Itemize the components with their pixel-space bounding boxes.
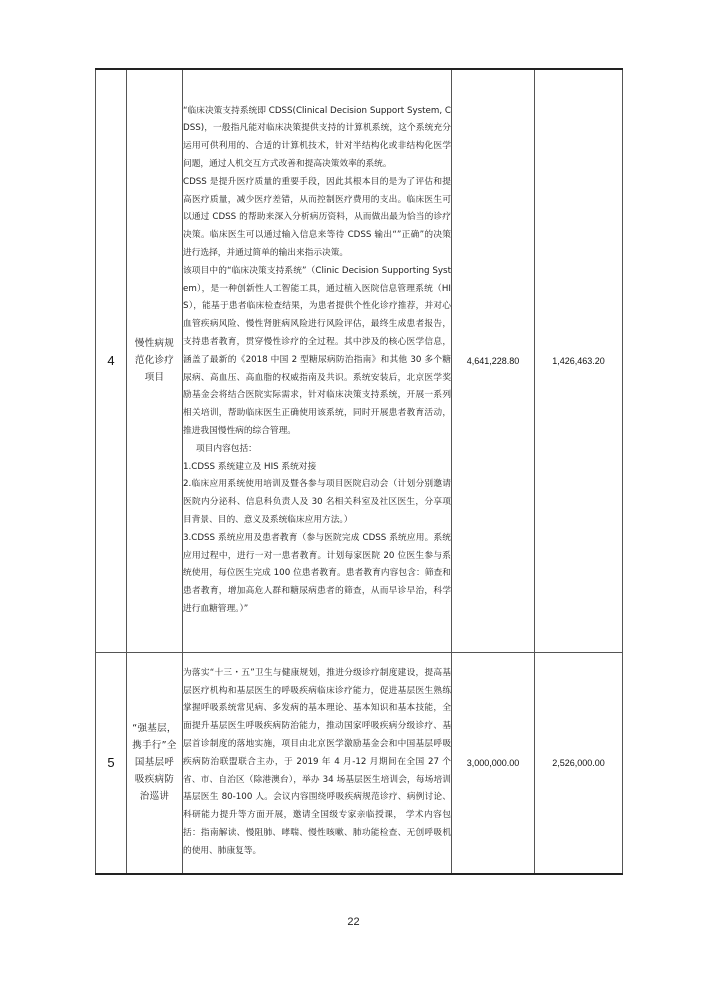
content-paragraph: 1.CDSS 系统建立及 HIS 系统对接	[183, 461, 317, 472]
content-paragraph: “临床决策支持系统即 CDSS(Clinical Decision Support System, CDSS)，一般指凡能对临床决策提供支持的计算机系统，这个系统充分运用可供利用的、合适的计算机技术，针对半结构化或非结构化医学问题，通过人机交互方式改善和提高决策效率的系统。	[183, 105, 451, 170]
amount-cell: 4,641,228.80	[452, 69, 535, 652]
project-content	[183, 69, 452, 652]
amount-cell: 2,526,000.00	[535, 652, 623, 874]
row-number: 5	[96, 652, 127, 874]
table-row	[96, 652, 623, 874]
content-paragraph: 该项目中的“临床决策支持系统”（Clinic Decision Supporting System），是一种创新性人工智能工具，通过植入医院信息管理系统（HIS），能基于患者临床检查结果，为患者提供个性化诊疗推荐，并对心血管疾病风险、慢性肾脏病风险进行风险评估，最终生成患者报告，支持患者教育，贯穿慢性诊疗的全过程。其中涉及的核心医学信息，涵盖了最新的《2018 中国 2 型糖尿病防治指南》和其他 30 多个糖尿病、高血压、高血脂的权威指南及共识。系统安装后，北京医学奖励基金会将结合医院实际需求，针对临床决策支持系统，开展一系列相关培训，帮助临床医生正确使用该系统，同时开展患者教育活动，推进我国慢性病的综合管理。	[183, 265, 451, 437]
project-name	[127, 652, 183, 874]
page-number: 22	[347, 916, 360, 928]
project-name-line: 慢性病规	[134, 338, 175, 350]
project-name-line: 携手行”全	[132, 740, 177, 752]
project-table	[95, 68, 623, 875]
content-paragraph: 项目内容包括：	[196, 443, 257, 454]
project-name-line: 项目	[144, 372, 165, 384]
project-name-line: “强基层，	[132, 723, 177, 735]
project-content	[183, 652, 452, 874]
project-name-line: 范化诊疗	[134, 355, 175, 367]
project-name-line: 治巡讲	[139, 791, 170, 803]
amount-cell: 3,000,000.00	[452, 652, 535, 874]
row-number: 4	[96, 69, 127, 652]
project-name-line: 国基层呼	[134, 757, 175, 769]
table-row	[96, 69, 623, 652]
project-name	[127, 69, 183, 652]
project-name-line: 吸疾病防	[134, 774, 175, 786]
content-paragraph: 为落实“十三・五”卫生与健康规划，推进分级诊疗制度建设，提高基层医疗机构和基层医生的呼吸疾病临床诊疗能力，促进基层医生熟练掌握呼吸系统常见病、多发病的基本理论、基本知识和基本技能，全面提升基层医生呼吸疾病防治能力，推动国家呼吸疾病分级诊疗、基层首诊制度的落地实施，项目由北京医学激励基金会和中国基层呼吸疾病防治联盟联合主办，于 2019 年 4 月-12 月期间在全国 27 个省、市、自治区（除港澳台），举办 34 场基层医生培训会，每场培训基层医生 80-100 人。会议内容围绕呼吸疾病规范诊疗、病例讨论、科研能力提升等方面开展，邀请全国级专家亲临授课， 学术内容包括：指南解读、慢阻肺、哮喘、慢性咳嗽、肺功能检查、无创呼吸机的使用、肺康复等。	[183, 667, 451, 856]
content-paragraph: 2.临床应用系统使用培训及暨各参与项目医院启动会（计划分别邀请医院内分泌科、信息科负责人及 30 名相关科室及社区医生，分享项目背景、目的、意义及系统临床应用方法。）	[183, 479, 451, 526]
content-paragraph: 3.CDSS 系统应用及患者教育（参与医院完成 CDSS 系统应用。系统应用过程中，进行一对一患者教育。计划每家医院 20 位医生参与系统使用，每位医生完成 100 位患者教育。患者教育内容包含：筛查和患者教育，增加高危人群和糖尿病患者的筛查，从而早诊早治，科学进行血糖管理。）”	[183, 532, 451, 614]
content-paragraph: CDSS 是提升医疗质量的重要手段，因此其根本目的是为了评估和提高医疗质量，减少医疗差错，从而控制医疗费用的支出。临床医生可以通过 CDSS 的帮助来深入分析病历资料，从而做出最为恰当的诊疗决策。临床医生可以通过输入信息来等待 CDSS 输出“”正确”的决策进行选择，并通过简单的输出来指示决策。	[183, 176, 451, 259]
amount-cell: 1,426,463.20	[535, 69, 623, 652]
